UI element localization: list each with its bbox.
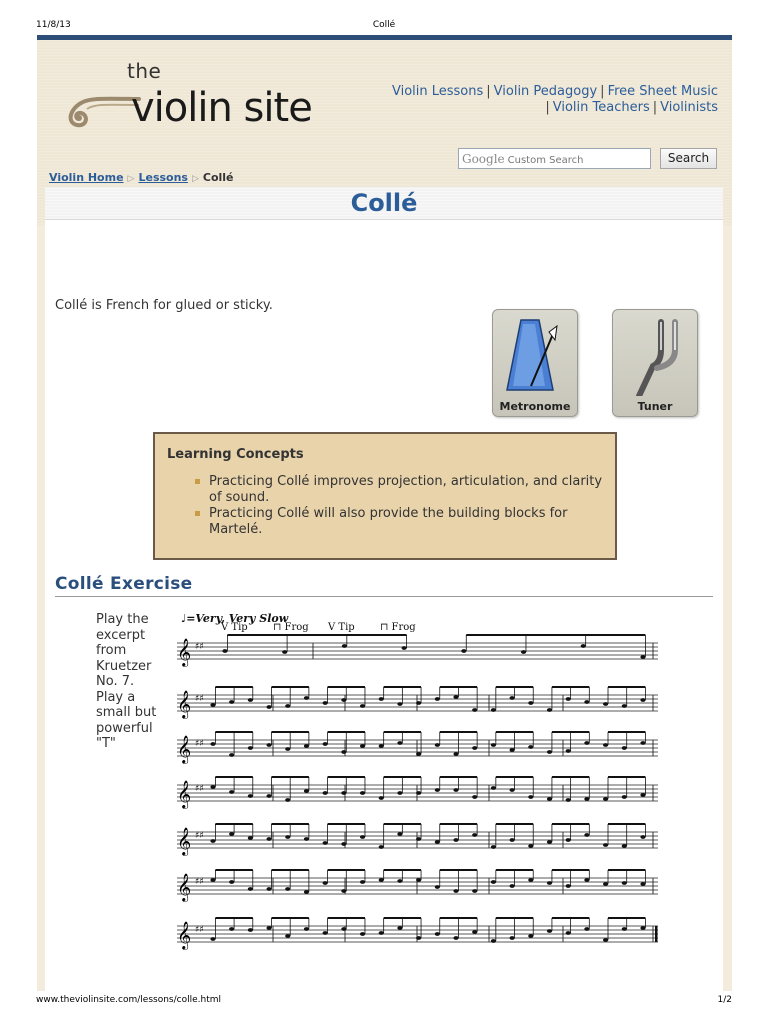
- music-staff: [177, 824, 658, 856]
- note-head: [323, 701, 328, 705]
- print-page-number: 1/2: [717, 995, 732, 1005]
- note-head: [640, 926, 645, 930]
- note-head: [266, 705, 271, 709]
- note-head: [640, 655, 645, 659]
- note-head: [584, 797, 589, 801]
- note-head: [248, 836, 253, 840]
- print-title: Collé: [372, 20, 396, 30]
- note-head: [285, 835, 290, 839]
- note-head: [472, 833, 477, 837]
- note-head: [416, 752, 421, 756]
- note-head: [229, 790, 234, 794]
- key-signature-icon: ♯♯: [195, 831, 204, 841]
- note-head: [304, 744, 309, 748]
- note-head: [510, 696, 515, 700]
- note-head: [603, 743, 608, 747]
- note-head: [640, 698, 645, 702]
- metronome-icon: [501, 316, 571, 396]
- logo-name: violin site: [131, 85, 312, 131]
- list-item: Practicing Collé will also provide the building blocks for Martelé.: [195, 506, 605, 538]
- music-staff: [177, 918, 658, 950]
- key-signature-icon: ♯♯: [195, 877, 204, 887]
- breadcrumb-lessons[interactable]: Lessons: [138, 171, 188, 184]
- note-head: [360, 932, 365, 936]
- scroll-icon: [51, 77, 141, 137]
- note-head: [510, 838, 515, 842]
- note-head: [285, 704, 290, 708]
- note-head: [397, 926, 402, 930]
- note-head: [472, 708, 477, 712]
- note-head: [491, 845, 496, 849]
- note-head: [397, 741, 402, 745]
- note-head: [640, 741, 645, 745]
- note-head: [379, 744, 384, 748]
- note-head: [285, 934, 290, 938]
- note-head: [603, 797, 608, 801]
- note-head: [341, 698, 346, 702]
- title-bar: [45, 187, 723, 220]
- note-head: [210, 703, 215, 707]
- note-head: [210, 742, 215, 746]
- note-head: [285, 887, 290, 891]
- note-head: [397, 832, 402, 836]
- note-head: [435, 788, 440, 792]
- key-signature-icon: ♯♯: [195, 694, 204, 704]
- note-head: [266, 794, 271, 798]
- note-head: [266, 887, 271, 891]
- note-head: [640, 882, 645, 886]
- note-head: [304, 890, 309, 894]
- metronome-label: Metronome: [499, 400, 571, 413]
- note-head: [453, 695, 458, 699]
- note-head: [210, 785, 215, 789]
- search-input[interactable]: [458, 148, 651, 169]
- note-head: [379, 796, 384, 800]
- music-staff: [177, 777, 658, 809]
- nav-violinists[interactable]: Violinists: [660, 100, 718, 115]
- page: [37, 35, 732, 991]
- learning-concepts-box: [153, 432, 617, 560]
- note-head: [510, 936, 515, 940]
- note-head: [266, 926, 271, 930]
- note-head: [229, 832, 234, 836]
- note-head: [453, 838, 458, 842]
- note-head: [210, 937, 215, 941]
- note-head: [248, 928, 253, 932]
- note-head: [248, 746, 253, 750]
- sheet-music: [173, 610, 660, 982]
- treble-clef-icon: 𝄞: [177, 638, 192, 666]
- key-signature-icon: ♯♯: [195, 642, 204, 652]
- note-head: [323, 791, 328, 795]
- final-barline: [655, 926, 658, 942]
- top-nav: [338, 84, 718, 116]
- note-head: [266, 837, 271, 841]
- note-head: [453, 936, 458, 940]
- note-head: [360, 704, 365, 708]
- note-head: [248, 698, 253, 702]
- note-head: [510, 748, 515, 752]
- note-head: [379, 878, 384, 882]
- logo-the: the: [127, 59, 162, 83]
- note-head: [397, 702, 402, 706]
- note-head: [510, 788, 515, 792]
- note-head: [229, 700, 234, 704]
- search-button[interactable]: Search: [660, 148, 717, 169]
- note-head: [566, 838, 571, 842]
- nav-separator: |: [545, 100, 550, 115]
- note-head: [528, 878, 533, 882]
- note-head: [528, 934, 533, 938]
- note-head: [547, 881, 552, 885]
- note-head: [379, 931, 384, 935]
- note-head: [416, 791, 421, 795]
- note-head: [547, 708, 552, 712]
- music-staff: [177, 732, 658, 764]
- note-head: [528, 844, 533, 848]
- note-head: [603, 882, 608, 886]
- note-head: [603, 843, 608, 847]
- note-head: [323, 841, 328, 845]
- note-head: [323, 881, 328, 885]
- tuner-label: Tuner: [637, 400, 673, 413]
- intro-text: Collé is French for glued or sticky.: [55, 298, 273, 313]
- breadcrumb-arrow-icon: ▷: [191, 174, 199, 184]
- key-signature-icon: ♯♯: [195, 784, 204, 794]
- note-head: [360, 880, 365, 884]
- nav-free-sheet-music[interactable]: Free Sheet Music: [607, 84, 718, 99]
- google-logo: Google: [462, 152, 505, 166]
- tuner-button[interactable]: [612, 309, 698, 417]
- note-head: [341, 927, 346, 931]
- note-head: [248, 794, 253, 798]
- note-head: [584, 741, 589, 745]
- note-head: [416, 837, 421, 841]
- note-head: [584, 878, 589, 882]
- note-head: [472, 795, 477, 799]
- treble-clef-icon: 𝄞: [177, 921, 192, 949]
- note-head: [491, 880, 496, 884]
- note-head: [453, 752, 458, 756]
- list-item: Practicing Collé improves projection, articulation, and clarity of sound.: [195, 474, 605, 506]
- note-head: [304, 696, 309, 700]
- note-head: [360, 744, 365, 748]
- page-title: Collé: [350, 189, 418, 217]
- note-head: [472, 746, 477, 750]
- note-head: [285, 798, 290, 802]
- note-head: [622, 844, 627, 848]
- tempo-marking: ♩=Very, Very Slow: [181, 612, 289, 625]
- note-head: [640, 835, 645, 839]
- breadcrumb: [49, 171, 234, 184]
- note-head: [360, 835, 365, 839]
- note-head: [341, 750, 346, 754]
- note-head: [547, 929, 552, 933]
- treble-clef-icon: 𝄞: [177, 735, 192, 763]
- note-head: [547, 840, 552, 844]
- music-staff: [177, 870, 658, 902]
- bowing-marking: ⊓ Frog: [273, 622, 309, 633]
- note-head: [210, 878, 215, 882]
- treble-clef-icon: 𝄞: [177, 690, 192, 718]
- bowing-marking: V Tip: [328, 622, 355, 633]
- search-placeholder: Custom Search: [507, 155, 584, 166]
- print-url: www.theviolinsite.com/lessons/colle.html: [36, 995, 221, 1005]
- note-head: [323, 931, 328, 935]
- note-head: [581, 644, 586, 648]
- note-head: [402, 646, 407, 650]
- note-head: [472, 930, 477, 934]
- note-head: [622, 881, 627, 885]
- note-head: [547, 797, 552, 801]
- note-head: [622, 704, 627, 708]
- key-signature-icon: ♯♯: [195, 925, 204, 935]
- note-head: [248, 887, 253, 891]
- note-head: [528, 745, 533, 749]
- note-head: [547, 750, 552, 754]
- note-head: [304, 927, 309, 931]
- note-head: [416, 701, 421, 705]
- note-head: [416, 878, 421, 882]
- treble-clef-icon: 𝄞: [177, 780, 192, 808]
- breadcrumb-arrow-icon: ▷: [127, 174, 135, 184]
- note-head: [528, 795, 533, 799]
- note-head: [397, 879, 402, 883]
- nav-separator: |: [486, 84, 491, 99]
- note-head: [435, 840, 440, 844]
- note-head: [435, 743, 440, 747]
- note-head: [379, 697, 384, 701]
- note-head: [622, 795, 627, 799]
- note-head: [491, 708, 496, 712]
- score-staves: [173, 610, 660, 982]
- note-head: [603, 702, 608, 706]
- note-head: [397, 791, 402, 795]
- note-head: [603, 938, 608, 942]
- note-head: [566, 884, 571, 888]
- note-head: [461, 649, 466, 653]
- site-logo[interactable]: [51, 57, 351, 142]
- note-head: [229, 927, 234, 931]
- breadcrumb-home[interactable]: Violin Home: [49, 171, 124, 184]
- note-head: [416, 936, 421, 940]
- exercise-description: Play the excerpt from Kruetzer No. 7. Play a small but powerful "T": [96, 612, 157, 751]
- note-head: [379, 845, 384, 849]
- note-head: [566, 798, 571, 802]
- note-head: [566, 749, 571, 753]
- note-head: [528, 701, 533, 705]
- note-head: [640, 793, 645, 797]
- note-head: [453, 788, 458, 792]
- nav-separator: |: [652, 100, 658, 115]
- exercise-heading: Collé Exercise: [55, 574, 713, 597]
- note-head: [360, 791, 365, 795]
- note-head: [521, 650, 526, 654]
- note-head: [622, 746, 627, 750]
- nav-separator: |: [600, 84, 605, 99]
- concepts-heading: Learning Concepts: [167, 447, 304, 462]
- note-head: [229, 880, 234, 884]
- note-head: [566, 697, 571, 701]
- treble-clef-icon: 𝄞: [177, 873, 192, 901]
- note-head: [491, 939, 496, 943]
- bowing-marking: ⊓ Frog: [380, 622, 416, 633]
- note-head: [210, 839, 215, 843]
- note-head: [304, 789, 309, 793]
- metronome-button[interactable]: [492, 309, 578, 417]
- note-head: [285, 747, 290, 751]
- note-head: [435, 697, 440, 701]
- tuning-fork-icon: [621, 316, 691, 396]
- music-staff: [177, 687, 658, 719]
- note-head: [266, 743, 271, 747]
- note-head: [584, 927, 589, 931]
- note-head: [435, 885, 440, 889]
- note-head: [341, 842, 346, 846]
- note-head: [584, 700, 589, 704]
- note-head: [622, 927, 627, 931]
- note-head: [453, 889, 458, 893]
- key-signature-icon: ♯♯: [195, 739, 204, 749]
- print-date: 11/8/13: [36, 20, 71, 30]
- concepts-list: [195, 474, 605, 538]
- note-head: [341, 791, 346, 795]
- bowing-marking: V Tip: [221, 622, 248, 633]
- content-panel: [45, 187, 723, 991]
- nav-violin-pedagogy[interactable]: Violin Pedagogy: [493, 84, 598, 99]
- note-head: [566, 931, 571, 935]
- note-head: [342, 644, 347, 648]
- nav-violin-teachers[interactable]: Violin Teachers: [552, 100, 650, 115]
- music-staff: [177, 635, 658, 667]
- nav-violin-lessons[interactable]: Violin Lessons: [391, 84, 484, 99]
- treble-clef-icon: 𝄞: [177, 827, 192, 855]
- note-head: [584, 833, 589, 837]
- note-head: [304, 837, 309, 841]
- print-footer: [0, 992, 768, 1016]
- note-head: [282, 650, 287, 654]
- note-head: [491, 786, 496, 790]
- note-head: [472, 889, 477, 893]
- note-head: [323, 742, 328, 746]
- note-head: [510, 884, 515, 888]
- note-head: [435, 932, 440, 936]
- print-header: [0, 0, 768, 36]
- breadcrumb-current: Collé: [202, 171, 234, 184]
- note-head: [229, 753, 234, 757]
- note-head: [341, 889, 346, 893]
- note-head: [222, 649, 227, 653]
- note-head: [491, 743, 496, 747]
